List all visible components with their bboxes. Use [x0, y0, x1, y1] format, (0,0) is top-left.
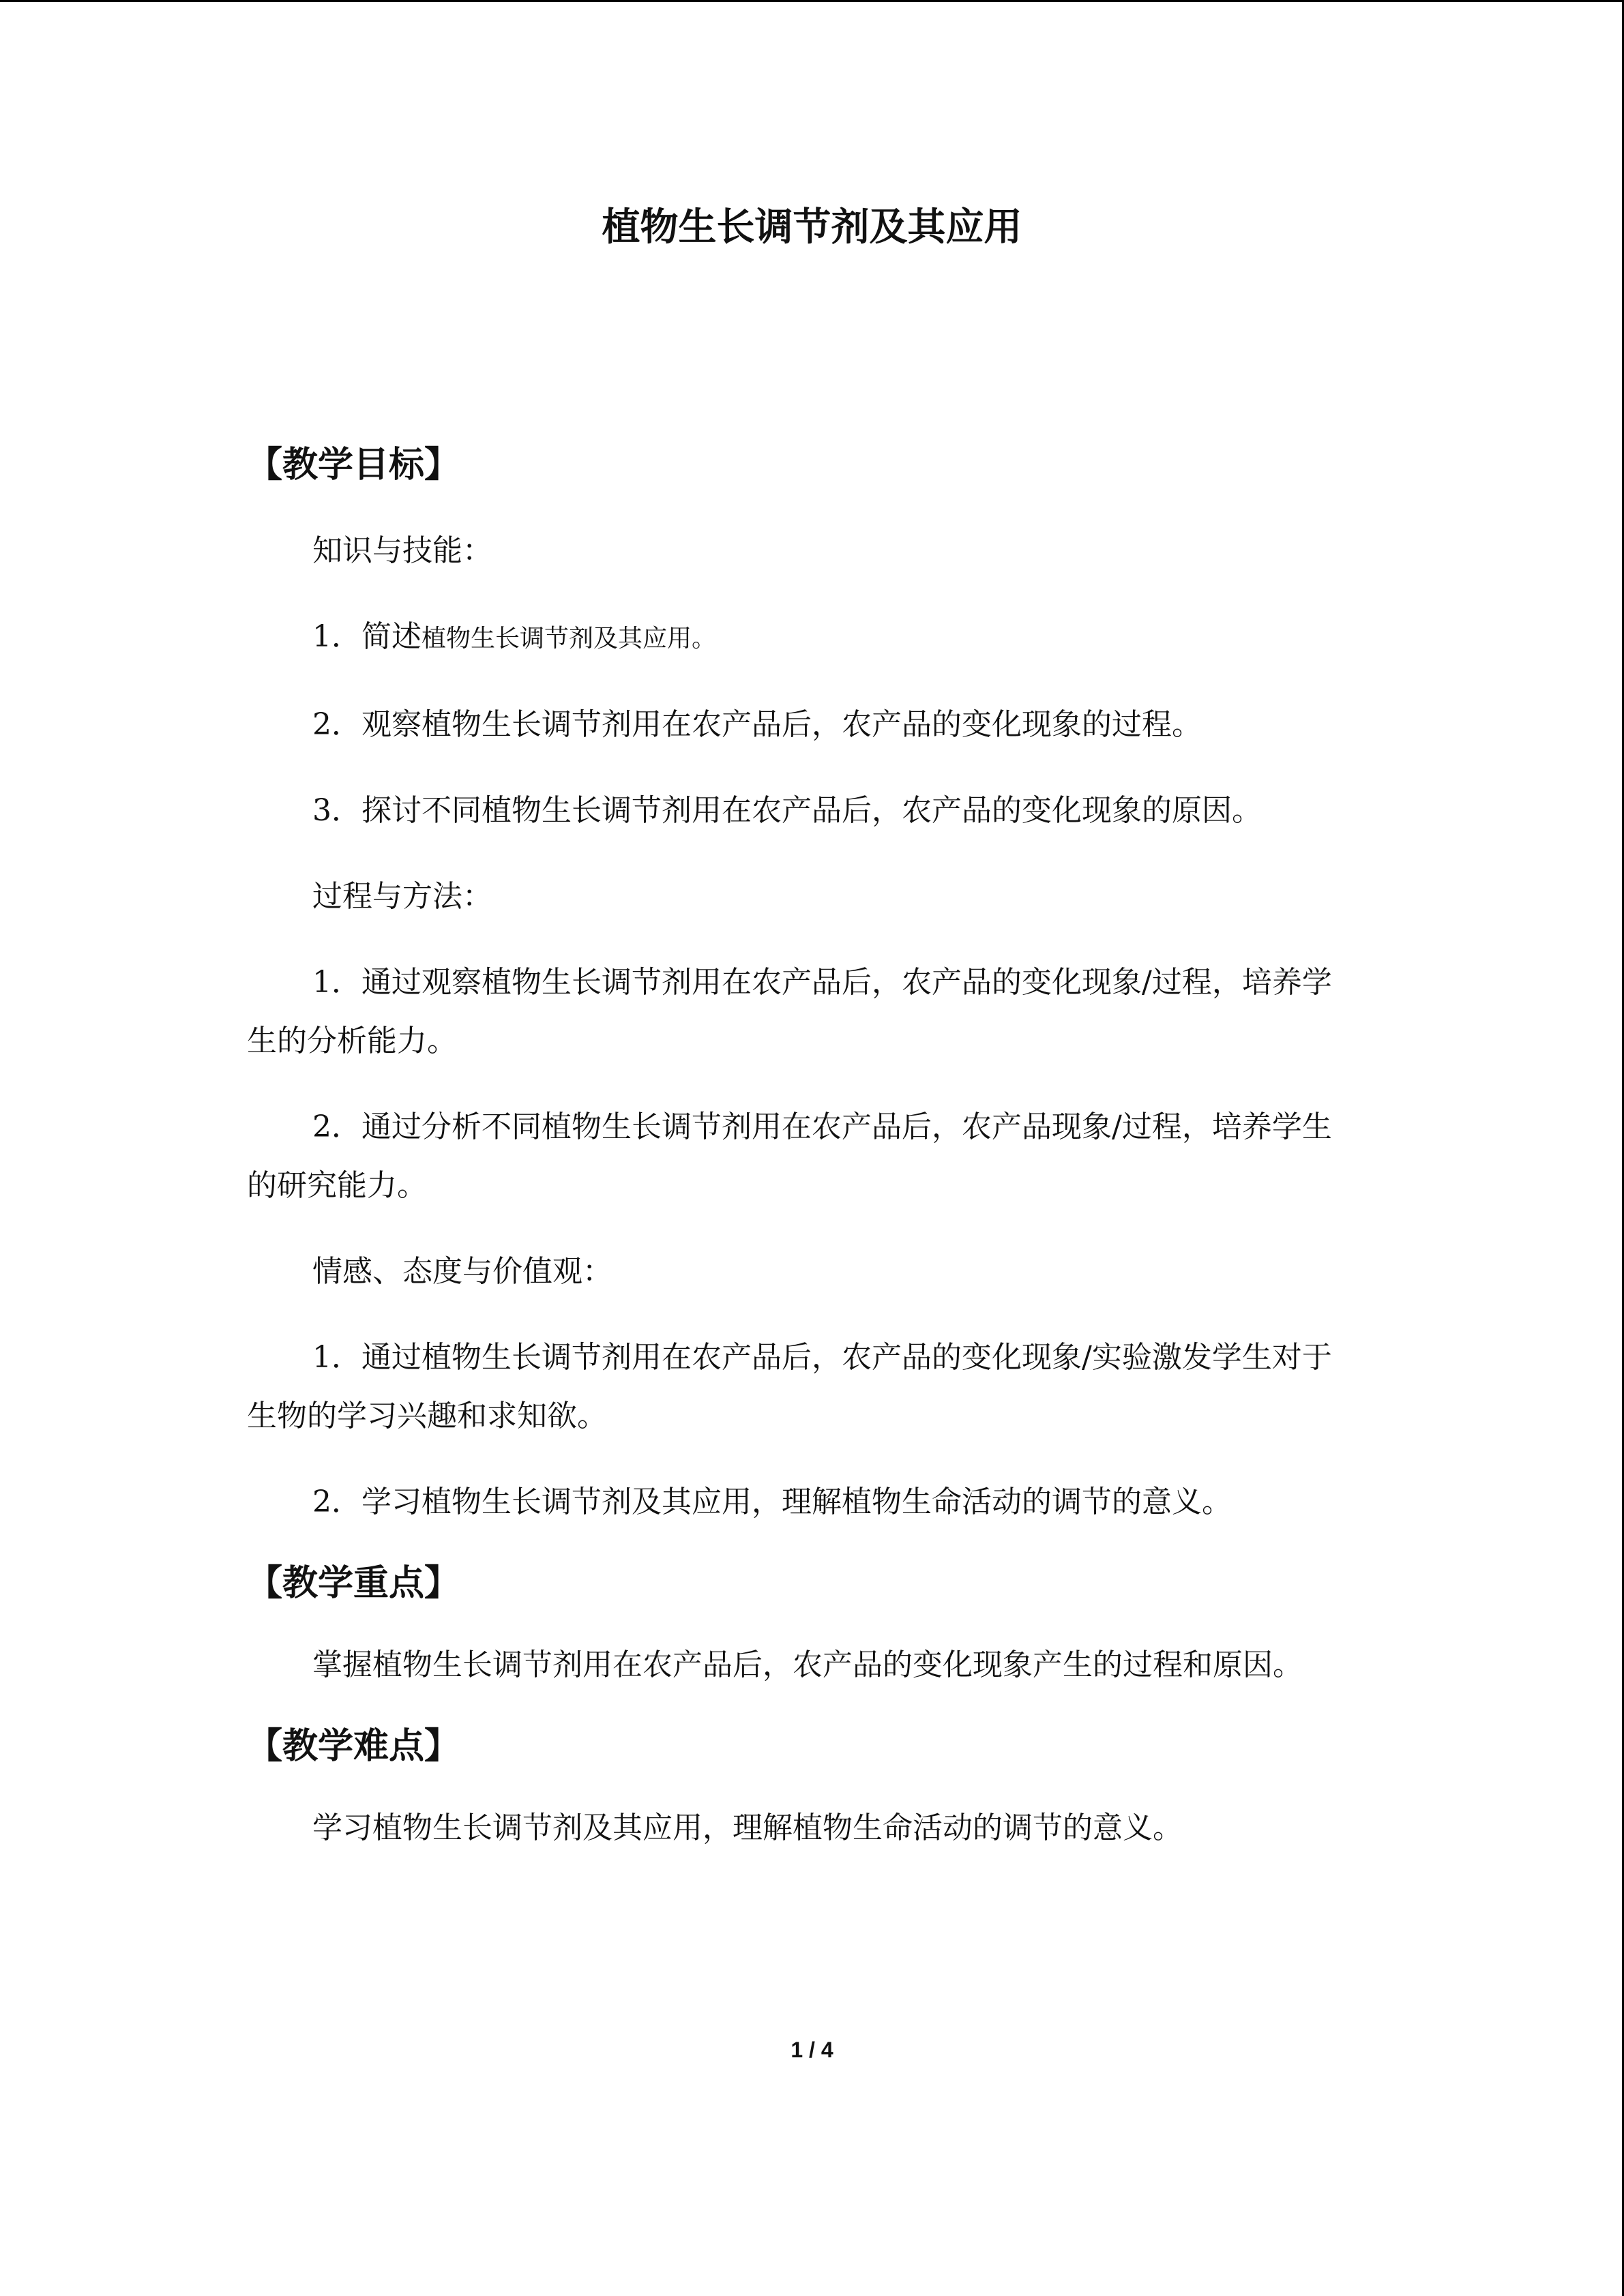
- section-heading-objectives: 【教学目标】: [247, 445, 460, 486]
- process-item-2: 2．通过分析不同植物生长调节剂用在农产品后，农产品现象/过程，培养学生的研究能力。: [247, 1109, 1332, 1203]
- knowledge-item-1: [247, 608, 1352, 668]
- section-heading-difficulties: 【教学难点】: [247, 1726, 460, 1767]
- knowledge-item-2: 2．观察植物生长调节剂用在农产品后，农产品的变化现象的过程。: [312, 707, 1202, 742]
- emotion-item-1: 1．通过植物生长调节剂用在农产品后，农产品的变化现象/实验激发学生对于生物的学习兴趣和求知欲。: [247, 1340, 1332, 1433]
- emotion-item-2: 2．学习植物生长调节剂及其应用，理解植物生命活动的调节的意义。: [312, 1485, 1232, 1519]
- knowledge-label: 知识与技能：: [312, 533, 492, 568]
- process-label: 过程与方法：: [312, 879, 492, 914]
- page-number: 1 / 4: [791, 2038, 833, 2062]
- process-item-1: 1．通过观察植物生长调节剂用在农产品后，农产品的变化现象/过程，培养学生的分析能力。: [247, 965, 1332, 1058]
- document-title: 植物生长调节剂及其应用: [602, 205, 1022, 250]
- knowledge-item-1-text: 植物生长调节剂及其应用。: [422, 625, 717, 653]
- key-points-text: 掌握植物生长调节剂用在农产品后，农产品的变化现象产生的过程和原因。: [312, 1648, 1303, 1682]
- difficulties-text: 学习植物生长调节剂及其应用，理解植物生命活动的调节的意义。: [312, 1810, 1183, 1845]
- section-heading-key-points: 【教学重点】: [247, 1563, 460, 1604]
- emotion-label: 情感、态度与价值观：: [312, 1254, 612, 1289]
- knowledge-item-1-prefix: 1．简述: [312, 619, 422, 654]
- document-body: [247, 436, 1352, 1858]
- knowledge-item-3: 3．探讨不同植物生长调节剂用在农产品后，农产品的变化现象的原因。: [312, 793, 1262, 828]
